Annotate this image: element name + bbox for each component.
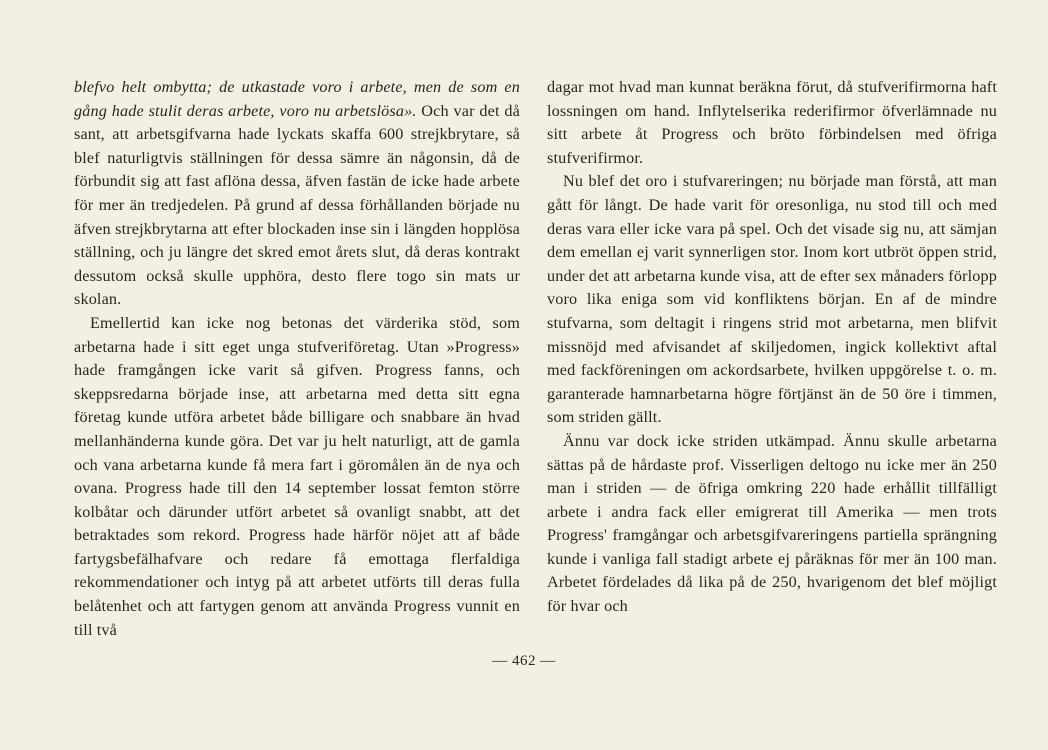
right-column [547, 76, 997, 619]
paragraph: Ännu var dock icke striden utkämpad. Ännu skulle arbetarna sättas på de hårdaste prof. Visserligen deltogo nu icke mer än 250 man i striden — de öfriga omkring 220 hade erhållit tillfälligt arbete i andra fack eller emigrerat till Amerika — men trots Progress' framgångar och arbetsgifvareringens partiella sprängning kunde i vanliga fall stadigt arbete ej påräknas för mer än 100 man. Arbetet fördelades då lika på de 250, hvarigenom det blef möjligt för hvar och [547, 431, 997, 616]
paragraph-text: Och var det då sant, att arbetsgifvarna hade lyckats skaffa 600 strejkbrytare, så blef naturligtvis ställningen för dessa sämre än någonsin, då de förbundit sig att fast aflöna dessa, äfven fastän de icke hade arbete för mer än tredjedelen. På grund af dessa förhållanden började nu äfven strejkbrytarna att efter blockaden inse sin i längden hopplösa ställning, och ju längre det skred emot årets slut, då deras kontrakt dessutom också skulle upphöra, desto flere togo sin mats ur skolan. [74, 101, 520, 309]
paragraph: Nu blef det oro i stufvareringen; nu började man förstå, att man gått för långt. De hade varit för oresonliga, nu stod till och med deras vara eller icke vara på spel. Och det visade sig nu, att sämjan dem emellan ej varit synnerligen stor. Inom kort utbröt öppen strid, under det att arbetarna kunde visa, att de efter sex månaders förlopp voro lika eniga som vid konfliktens början. En af de mindre stufvarna, som deltagit i ringens strid mot arbetarna, men blifvit missnöjd med afvisandet af skiljedomen, ingick kollektivt aftal med fackföreningen om ackordsarbete, hvilken uppgörelse t. o. m. garanterade hamnarbetarna högre förtjänst än de 50 öre i timmen, som striden gällt. [547, 172, 997, 427]
paragraph: Emellertid kan icke nog betonas det värderika stöd, som arbetarna hade i sitt eget unga stufveriföretag. Utan »Progress» hade framgången icke varit så gifven. Progress fanns, och skeppsredarna började inse, att arbetarna med detta sitt egna företag kunde utföra arbetet både billigare och snabbare än hvad mellanhänderna kunde göra. Det var ju helt naturligt, att de gamla och vana arbetarna kunde få mera fart i göromålen än de nya och ovana. Progress hade till den 14 september lossat femton större kolbåtar och därunder utfört arbetet så ovanligt snabbt, att det betraktades som rekord. Progress hade härför nöjet att af både fartygsbefälhafvare och redare få emottaga flerfaldiga rekommendationer och intyg på att arbetet utförts till deras fulla belåtenhet och att fartygen genom att använda Progress vunnit en till två [74, 313, 520, 639]
italic-quote: blefvo helt ombytta; de utkastade voro i arbete, men de som en gång hade stulit deras arbete, voro nu arbetslösa». [74, 78, 520, 120]
paragraph [74, 76, 520, 312]
page-number: — 462 — [492, 653, 556, 669]
left-column [74, 76, 520, 642]
paragraph: dagar mot hvad man kunnat beräkna förut, då stufverifirmorna haft lossningen om hand. Inflytelserika rederifirmor öfverlämnade nu sitt arbete åt Progress och bröto förbindelsen med öfriga stufverifirmor. [547, 78, 997, 167]
